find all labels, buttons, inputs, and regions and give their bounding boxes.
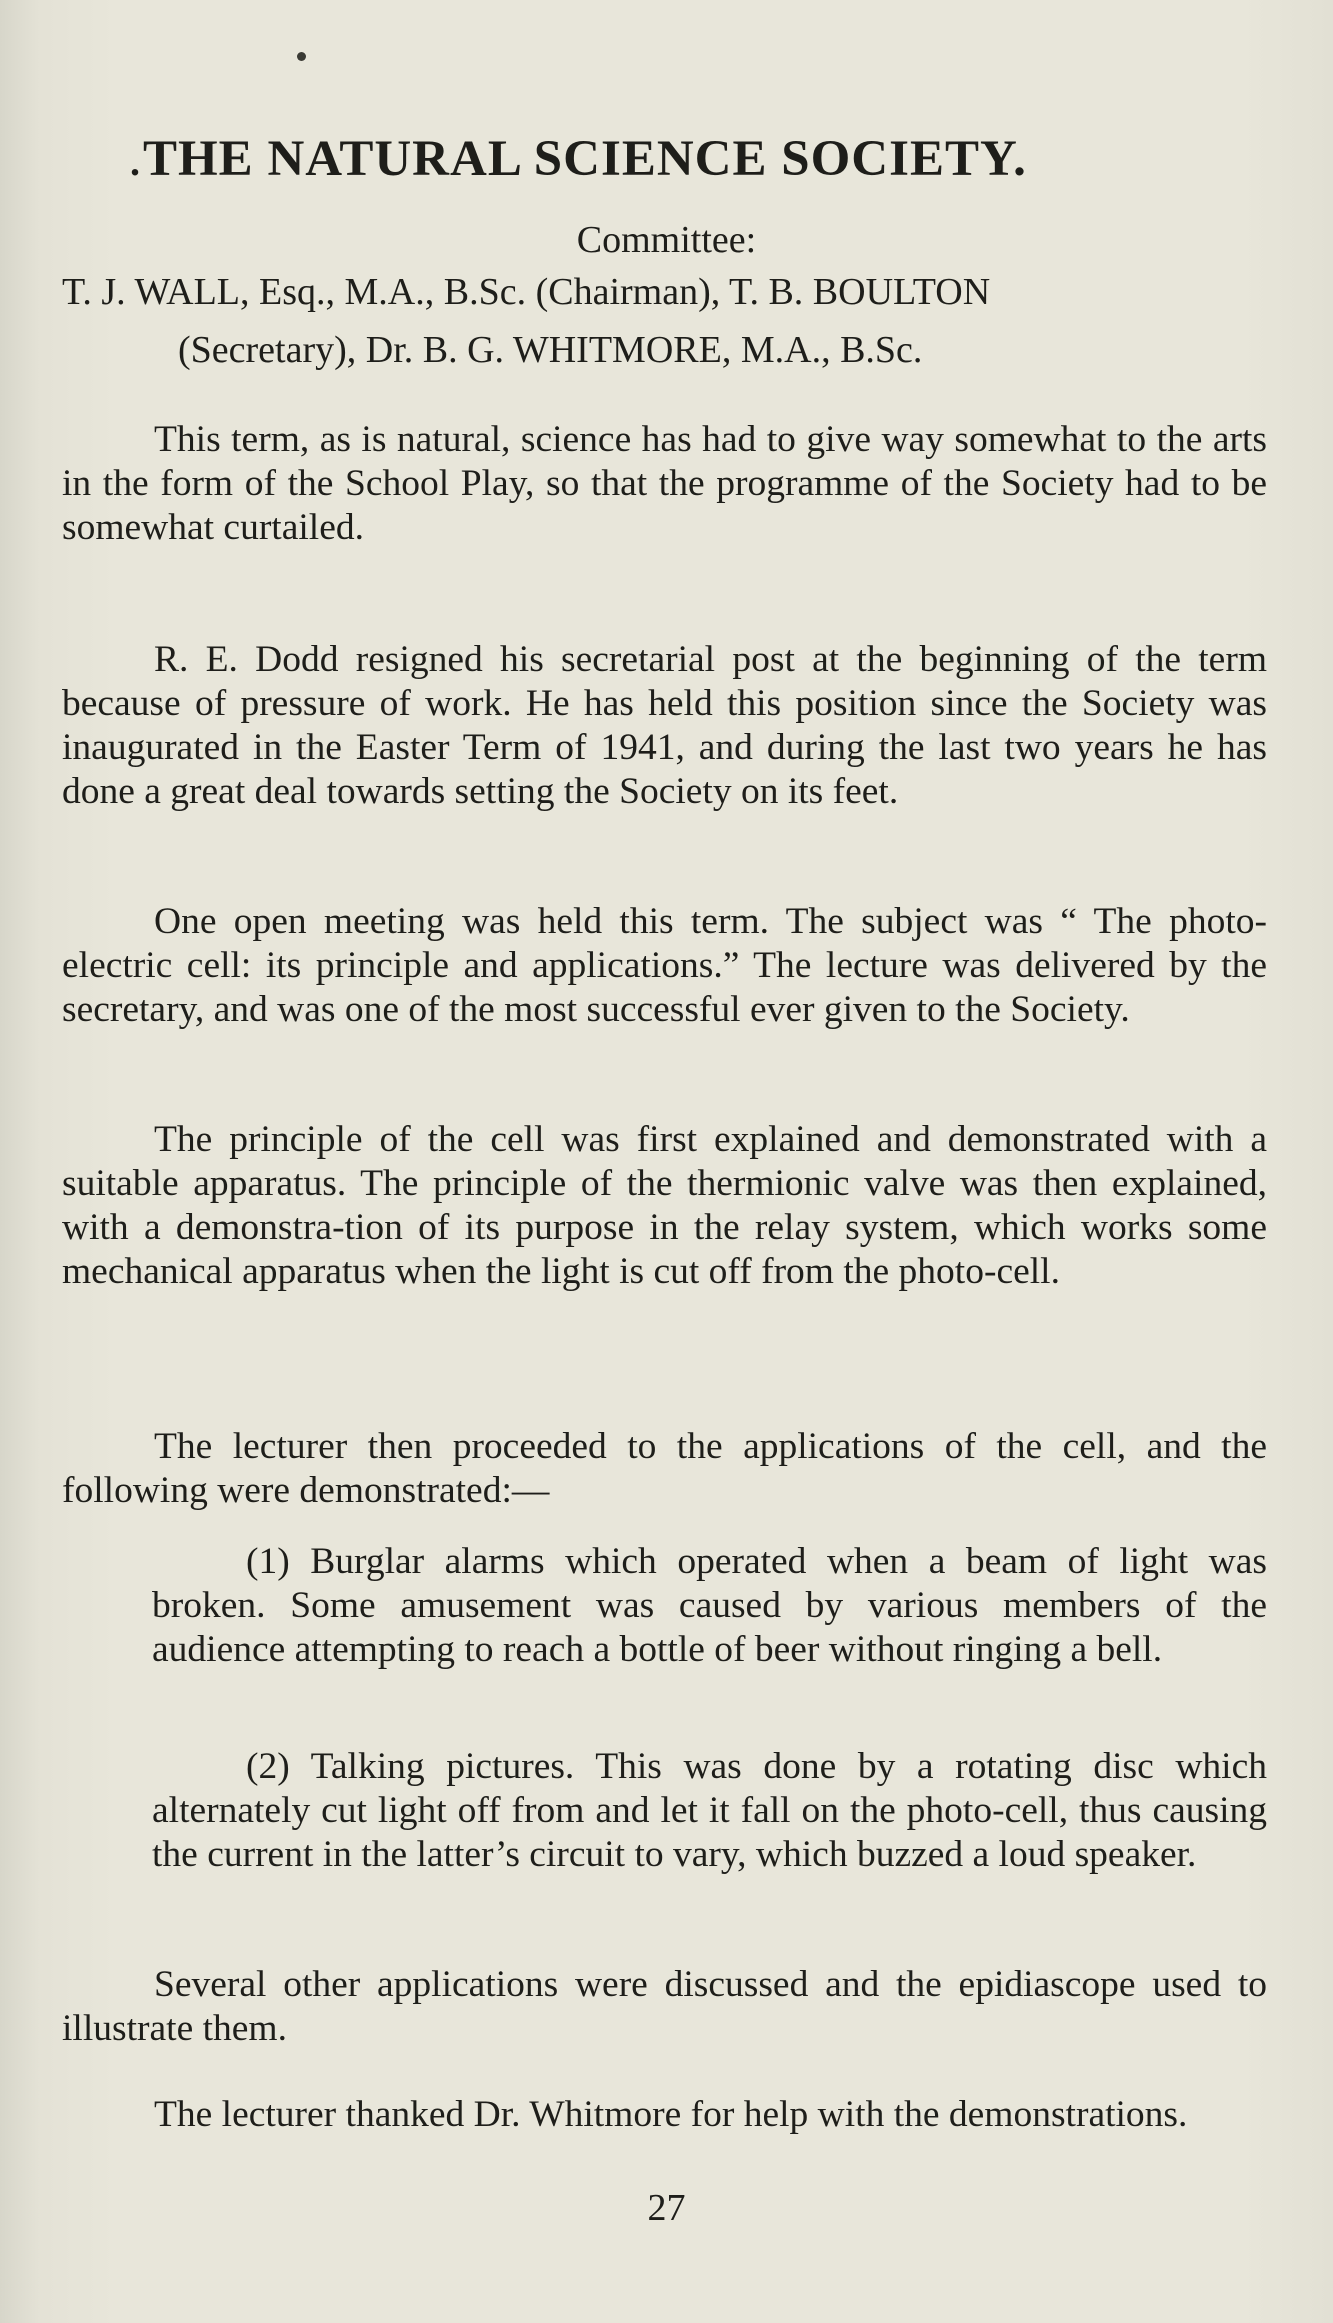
ink-speck — [297, 52, 306, 61]
committee-line-1: T. J. WALL, Esq., M.A., B.Sc. (Chairman), T. B. BOULTON — [62, 271, 991, 313]
paragraph-6: Several other applications were discussed and the epidiascope used to illustrate them. — [62, 1964, 1267, 2049]
page-number: 27 — [647, 2187, 686, 2229]
numbered-item-2: (2) Talking pictures. This was done by a rotating disc which alternately cut light off from and let it fall on the photo-cell, thus causing the current in the latter’s circuit to vary, which buzzed a loud speaker. — [152, 1746, 1267, 1875]
page-heading — [130, 130, 1210, 188]
numbered-item-1: (1) Burglar alarms which operated when a beam of light was broken. Some amusement was caused by various members of the audience attempting to reach a bottle of beer without ringing a bell. — [152, 1541, 1267, 1670]
committee-line-2: (Secretary), Dr. B. G. WHITMORE, M.A., B.Sc. — [178, 329, 923, 371]
paragraph-1: This term, as is natural, science has had to give way somewhat to the arts in the form of the School Play, so that the programme of the Society had to be somewhat curtailed. — [62, 419, 1267, 548]
paragraph-5: The lecturer then proceeded to the applications of the cell, and the following were demonstrated:— — [62, 1426, 1267, 1511]
heading-lead-mark: . — [130, 139, 141, 184]
paragraph-7: The lecturer thanked Dr. Whitmore for help with the demonstrations. — [154, 2094, 1188, 2135]
paragraph-4: The principle of the cell was first explained and demonstrated with a suitable apparatus. The principle of the thermionic valve was then explained, with a demonstra-tion of its purpose in the relay system, which works some mechanical apparatus when the light is cut off from the photo-cell. — [62, 1119, 1267, 1292]
heading-title: THE NATURAL SCIENCE SOCIETY. — [143, 131, 1027, 187]
paragraph-2: R. E. Dodd resigned his secretarial post at the beginning of the term because of pressure of work. He has held this position since the Society was inaugurated in the Easter Term of 1941, and during the last two years he has done a great deal towards setting the Society on its feet. — [62, 639, 1267, 812]
paragraph-3: One open meeting was held this term. The subject was “ The photo-electric cell: its principle and applications.” The lecture was delivered by the secretary, and was one of the most successful ever given to the Society. — [62, 901, 1267, 1030]
committee-label: Committee: — [576, 219, 757, 261]
